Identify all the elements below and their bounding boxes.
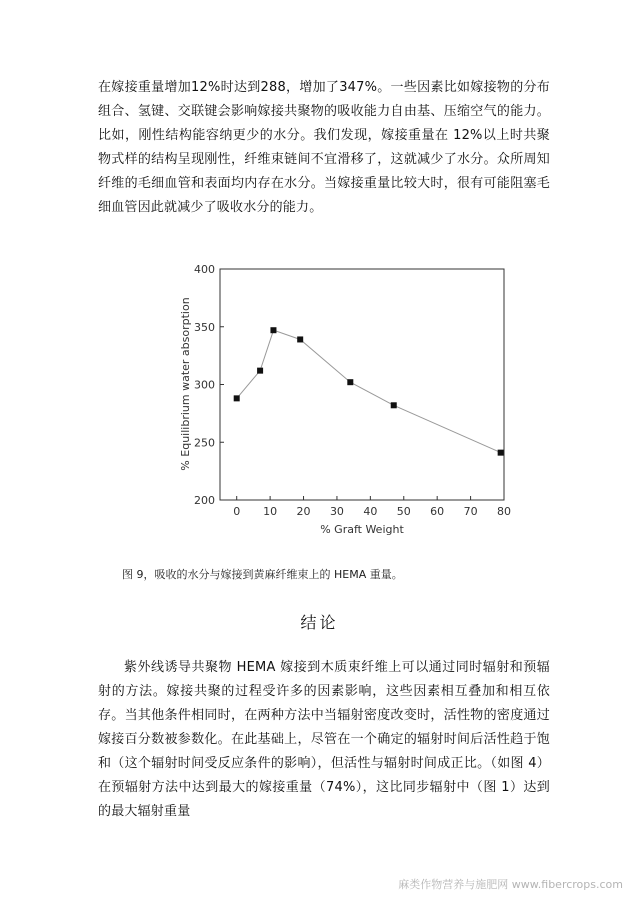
- x-tick-label: 70: [463, 505, 478, 518]
- x-tick-label: 20: [296, 505, 311, 518]
- x-tick-label: 60: [430, 505, 445, 518]
- x-tick-label: 10: [263, 505, 278, 518]
- y-tick-label: 350: [194, 320, 215, 334]
- y-tick-label: 250: [194, 436, 215, 450]
- data-point: [234, 395, 240, 401]
- y-axis-label: % Equilibrium water absorption: [179, 297, 192, 471]
- x-tick-label: 30: [329, 505, 344, 518]
- x-tick-label: 40: [363, 505, 378, 518]
- data-point: [270, 327, 276, 333]
- y-tick-label: 400: [194, 263, 215, 276]
- series-line: [237, 330, 501, 452]
- section-heading: 结论: [300, 613, 339, 632]
- data-point: [257, 368, 263, 374]
- figure-9: [176, 258, 511, 536]
- x-axis-ticks: [233, 496, 511, 518]
- x-axis-label: % Graft Weight: [320, 523, 404, 536]
- plot-frame: [220, 269, 504, 500]
- data-point: [297, 336, 303, 342]
- figure-caption: 图 9，吸收的水分与嫁接到黄麻纤维束上的 HEMA 重量。: [122, 568, 403, 581]
- data-point: [347, 379, 353, 385]
- absorption-chart: [176, 258, 511, 536]
- x-tick-label: 50: [396, 505, 411, 518]
- watermark-text: 麻类作物营养与施肥网 www.fibercrops.com: [398, 878, 623, 891]
- x-tick-label: 0: [233, 505, 241, 518]
- data-point: [391, 402, 397, 408]
- data-point: [498, 450, 504, 456]
- x-tick-label: 80: [497, 505, 511, 518]
- y-tick-label: 300: [194, 378, 215, 392]
- y-tick-label: 200: [194, 494, 215, 507]
- body-paragraph-1: 在嫁接重量增加12%时达到288，增加了347%。一些因素比如嫁接物的分布组合、氢键、交联键会影响嫁接共聚物的吸收能力自由基、压缩空气的能力。比如，刚性结构能容纳更少的水分。我们发现，嫁接重量在 12%以上时共聚物式样的结构呈现刚性，纤维束链间不宜滑移了，这就减少了水分。众所周知纤维的毛细血管和表面均内存在水分。当嫁接重量比较大时，很有可能阻塞毛细血管因此就减少了吸收水分的能力。: [98, 80, 550, 215]
- body-paragraph-2: 紫外线诱导共聚物 HEMA 嫁接到木质束纤维上可以通过同时辐射和预辐射的方法。嫁接共聚的过程受许多的因素影响，这些因素相互叠加和相互依存。当其他条件相同时，在两种方法中当辐射密度改变时，活性物的密度通过嫁接百分数被参数化。在此基础上，尽管在一个确定的辐射时间后活性趋于饱和（这个辐射时间受反应条件的影响），但活性与辐射时间成正比。（如图 4）在预辐射方法中达到最大的嫁接重量（74%），这比同步辐射中（图 1）达到的最大辐射重量: [98, 660, 550, 819]
